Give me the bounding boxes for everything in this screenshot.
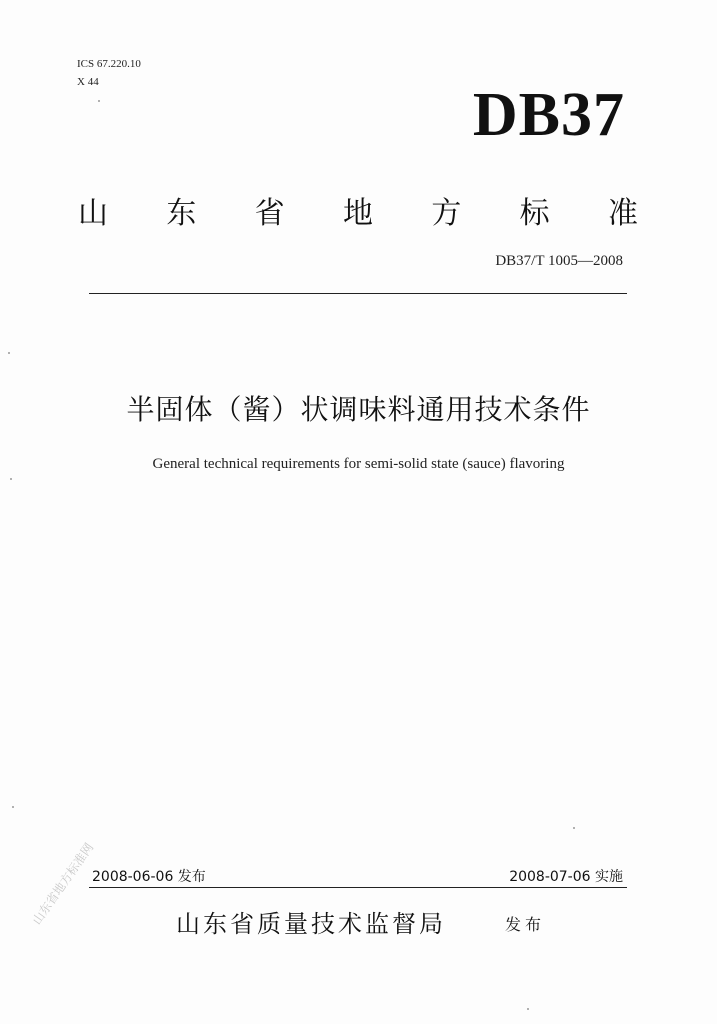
bottom-divider	[89, 887, 627, 888]
top-divider	[89, 293, 627, 294]
scan-speck	[573, 827, 575, 829]
publisher-action: 发布	[505, 915, 546, 934]
classification-code: X 44	[77, 76, 99, 88]
standard-type-char: 标	[519, 196, 550, 231]
title-english: General technical requirements for semi-solid state (sauce) flavoring	[152, 456, 565, 472]
standard-type-char: 省	[254, 196, 285, 231]
scan-speck	[527, 1008, 529, 1010]
scan-speck	[98, 100, 100, 102]
standard-type-char: 山	[78, 196, 108, 231]
issue-date: 2008-06-06 发布	[92, 869, 206, 885]
standard-type-char: 东	[166, 196, 197, 231]
db-mark: DB37	[472, 81, 625, 149]
watermark-stamp: 山东省地方标准网	[29, 840, 97, 928]
title-chinese: 半固体（酱）状调味料通用技术条件	[126, 393, 591, 426]
ics-code: ICS 67.220.10	[77, 58, 141, 70]
standard-number: DB37/T 1005—2008	[495, 253, 623, 269]
scan-speck	[10, 478, 12, 480]
publisher-name: 山东省质量技术监督局	[176, 910, 446, 938]
scan-speck	[12, 806, 14, 808]
standard-type-heading	[78, 188, 638, 232]
standard-type-char: 准	[607, 196, 638, 231]
standard-type-char: 地	[342, 196, 373, 231]
implementation-date: 2008-07-06 实施	[509, 869, 623, 885]
standard-type-char: 方	[431, 196, 462, 231]
scan-speck	[8, 352, 10, 354]
